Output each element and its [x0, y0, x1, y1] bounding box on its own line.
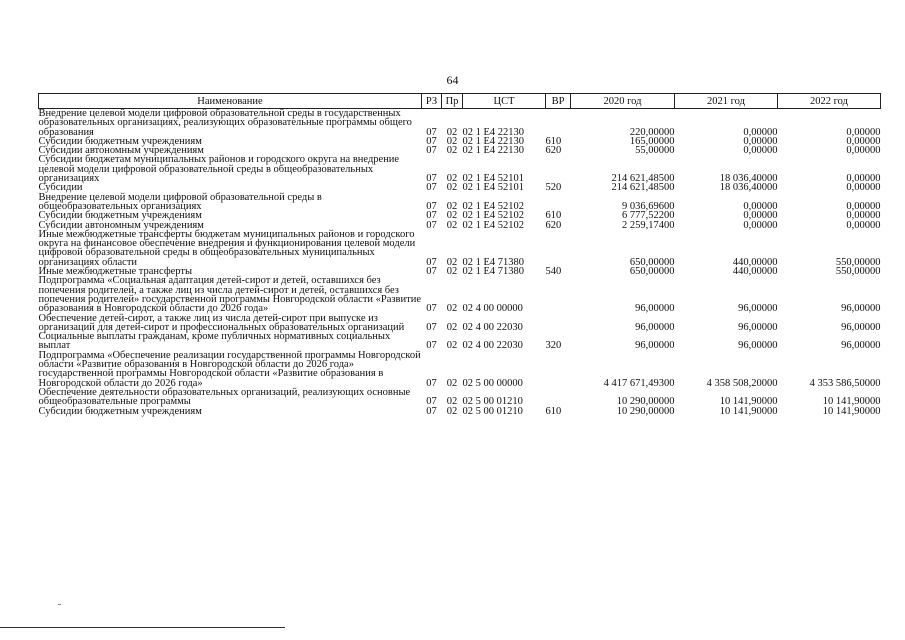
row-cst: 02 1 Е4 52102	[462, 210, 525, 222]
row-2021: 0,00000	[743, 200, 778, 212]
row-name: Субсидии	[38, 182, 83, 194]
row-2020: 165,00000	[629, 135, 675, 147]
row-vr: 540	[545, 266, 562, 278]
header-name: Наименование	[39, 94, 422, 109]
row-2022: 550,00000	[835, 256, 881, 268]
row-2022: 96,00000	[841, 321, 881, 333]
row-cst: 02 5 00 00000	[462, 377, 523, 389]
row-vr	[546, 109, 571, 137]
row-name: Социальные выплаты гражданам, кроме публичных нормативных социальных выплат	[38, 331, 391, 352]
row-2021: 0,00000	[743, 135, 778, 147]
row-vr: 320	[545, 340, 562, 352]
row-2022: 96,00000	[841, 303, 881, 315]
row-cst: 02 1 Е4 52102	[462, 219, 525, 231]
row-rz: 07	[426, 303, 437, 315]
row-rz: 07	[426, 377, 437, 389]
row-pr: 02	[446, 182, 458, 194]
footnote-separator	[0, 627, 285, 628]
row-2022: 4 353 586,50000	[809, 377, 881, 389]
row-rz: 07	[426, 135, 437, 147]
row-2022: 0,00000	[846, 219, 881, 231]
row-2020: 9 036,69600	[622, 200, 675, 212]
table-row	[39, 276, 881, 313]
row-2020: 10 290,00000	[616, 396, 675, 408]
header-cst: ЦСТ	[463, 94, 546, 109]
row-name: Иные межбюджетные трансферты бюджетам муниципальных районов и городского округа на финансовое обеспечение внедрения и функционирования целевой модели цифровой образовательной среды в общеобразовательных муниципальных организациях области	[38, 228, 416, 268]
row-vr	[546, 155, 571, 183]
table-row	[39, 332, 881, 351]
row-rz: 07	[426, 210, 437, 222]
row-pr: 02	[446, 396, 458, 408]
row-2020: 214 621,48500	[611, 173, 675, 185]
row-rz: 07	[426, 321, 437, 333]
row-2020: 55,00000	[635, 145, 675, 157]
row-name: Подпрограмма «Социальная адаптация детей-сирот и детей, оставшихся без попечения родителей, а также лиц из числа детей-сирот и детей, оставшихся без попечения родителей» государственной программы Новгородской области «Развитие образования в Новгородской области до 2026 года»	[38, 275, 422, 315]
row-name: Субсидии бюджетным учреждениям	[38, 210, 202, 222]
row-pr: 02	[446, 256, 458, 268]
budget-table	[38, 93, 881, 416]
row-2020: 96,00000	[635, 303, 675, 315]
row-2022: 96,00000	[841, 340, 881, 352]
table-body	[39, 109, 881, 416]
row-pr: 02	[446, 145, 458, 157]
row-vr	[546, 193, 571, 212]
row-vr	[546, 314, 571, 333]
header-2020: 2020 год	[571, 94, 675, 109]
table-header-row	[39, 94, 881, 109]
row-pr: 02	[446, 266, 458, 278]
row-2020: 220,00000	[629, 126, 675, 138]
row-2022: 0,00000	[846, 126, 881, 138]
row-2020: 2 259,17400	[622, 219, 675, 231]
row-name: Субсидии бюджетам муниципальных районов и городского округа на внедрение целевой модели цифровой образовательной среды в общеобразовательных организациях	[38, 154, 400, 185]
row-vr: 610	[545, 405, 562, 417]
row-pr: 02	[446, 340, 458, 352]
row-cst: 02 1 Е4 71380	[462, 256, 525, 268]
row-vr	[546, 276, 571, 313]
row-2022: 0,00000	[846, 210, 881, 222]
row-pr: 02	[446, 377, 458, 389]
table-row	[39, 314, 881, 333]
row-name: Иные межбюджетные трансферты	[38, 266, 193, 278]
row-vr	[546, 388, 571, 407]
row-rz: 07	[426, 126, 437, 138]
row-2021: 96,00000	[738, 321, 778, 333]
row-cst: 02 1 Е4 22130	[462, 135, 525, 147]
page-number: 64	[446, 73, 459, 87]
row-cst: 02 1 Е4 22130	[462, 145, 525, 157]
row-rz: 07	[426, 200, 437, 212]
row-2021: 10 141,90000	[719, 405, 778, 417]
header-rz: РЗ	[422, 94, 442, 109]
header-2022: 2022 год	[778, 94, 881, 109]
row-2020: 214 621,48500	[611, 182, 675, 194]
row-vr: 620	[545, 145, 562, 157]
row-vr	[546, 351, 571, 388]
row-cst: 02 1 Е4 71380	[462, 266, 525, 278]
row-cst: 02 4 00 22030	[462, 340, 523, 352]
row-rz: 07	[426, 405, 437, 417]
row-cst: 02 1 Е4 52101	[462, 173, 525, 185]
table-row	[39, 109, 881, 137]
row-2021: 0,00000	[743, 126, 778, 138]
row-name: Подпрограмма «Обеспечение реализации государственной программы Новгородской области «Развитие образования в Новгородской области до 2026 года» государственной программы Новгородской области «Развитие образования в Новгородской области до 2026 года»	[38, 349, 421, 389]
row-cst: 02 1 Е4 52101	[462, 182, 525, 194]
row-2022: 0,00000	[846, 182, 881, 194]
row-rz: 07	[426, 256, 437, 268]
row-2021: 18 036,40000	[719, 173, 778, 185]
row-cst: 02 1 Е4 22130	[462, 126, 525, 138]
table-row	[39, 388, 881, 407]
row-pr: 02	[446, 135, 458, 147]
row-rz: 07	[426, 396, 437, 408]
row-rz: 07	[426, 266, 437, 278]
row-name: Внедрение целевой модели цифровой образовательной среды в общеобразовательных организациях	[38, 191, 322, 212]
row-2022: 550,00000	[835, 266, 881, 278]
row-2022: 10 141,90000	[822, 405, 881, 417]
row-cst: 02 1 Е4 52102	[462, 200, 525, 212]
table-row	[39, 155, 881, 183]
row-vr: 520	[545, 182, 562, 194]
row-name: Обеспечение детей-сирот, а также лиц из числа детей-сирот при выпуске из организаций для детей-сирот и профессиональных образовательных организаций	[38, 312, 405, 333]
row-name: Обеспечение деятельности образовательных организаций, реализующих основные общеобразовательные программы	[38, 386, 411, 408]
row-2022: 0,00000	[846, 145, 881, 157]
row-vr	[546, 230, 571, 267]
row-name: Внедрение целевой модели цифровой образовательной среды в государственных образовательных организациях, реализующих образовательные программы общего образования	[38, 108, 412, 138]
row-pr: 02	[446, 219, 458, 231]
row-vr: 610	[545, 210, 562, 222]
row-2020: 650,00000	[629, 256, 675, 268]
row-rz: 07	[426, 182, 437, 194]
row-rz: 07	[426, 340, 437, 352]
row-2021: 0,00000	[743, 210, 778, 222]
row-2021: 96,00000	[738, 303, 778, 315]
margin-mark	[58, 604, 61, 605]
row-pr: 02	[446, 210, 458, 222]
row-2021: 18 036,40000	[719, 182, 778, 194]
row-2020: 4 417 671,49300	[603, 377, 675, 389]
row-vr: 620	[545, 219, 562, 231]
row-pr: 02	[446, 321, 458, 333]
row-2022: 0,00000	[846, 135, 881, 147]
row-rz: 07	[426, 219, 437, 231]
row-pr: 02	[446, 303, 458, 315]
row-rz: 07	[426, 173, 437, 185]
table-row	[39, 351, 881, 388]
row-2021: 0,00000	[743, 219, 778, 231]
row-2021: 96,00000	[738, 340, 778, 352]
row-cst: 02 4 00 22030	[462, 321, 523, 333]
row-name: Субсидии бюджетным учреждениям	[38, 135, 202, 147]
row-2020: 96,00000	[635, 321, 675, 333]
row-pr: 02	[446, 405, 458, 417]
row-2021: 10 141,90000	[719, 396, 778, 408]
table-row	[39, 407, 881, 416]
row-2020: 6 777,52200	[622, 210, 675, 222]
row-2021: 440,00000	[732, 266, 778, 278]
row-cst: 02 4 00 00000	[462, 303, 523, 315]
row-vr: 610	[545, 135, 562, 147]
row-2022: 0,00000	[846, 173, 881, 185]
table-row	[39, 193, 881, 212]
row-2021: 4 358 508,20000	[706, 377, 778, 389]
row-pr: 02	[446, 200, 458, 212]
row-pr: 02	[446, 173, 458, 185]
row-2020: 10 290,00000	[616, 405, 675, 417]
row-rz: 07	[426, 145, 437, 157]
row-2021: 0,00000	[743, 145, 778, 157]
row-pr: 02	[446, 126, 458, 138]
row-2022: 0,00000	[846, 200, 881, 212]
row-name: Субсидии автономным учреждениям	[38, 145, 204, 157]
row-2020: 650,00000	[629, 266, 675, 278]
row-cst: 02 5 00 01210	[462, 405, 523, 417]
header-vr: ВР	[546, 94, 571, 109]
header-2021: 2021 год	[675, 94, 778, 109]
row-2022: 10 141,90000	[822, 396, 881, 408]
row-2020: 96,00000	[635, 340, 675, 352]
table-row	[39, 230, 881, 267]
header-pr: Пр	[442, 94, 463, 109]
row-cst: 02 5 00 01210	[462, 396, 523, 408]
row-2021: 440,00000	[732, 256, 778, 268]
row-name: Субсидии автономным учреждениям	[38, 219, 204, 231]
row-name: Субсидии бюджетным учреждениям	[38, 405, 202, 417]
